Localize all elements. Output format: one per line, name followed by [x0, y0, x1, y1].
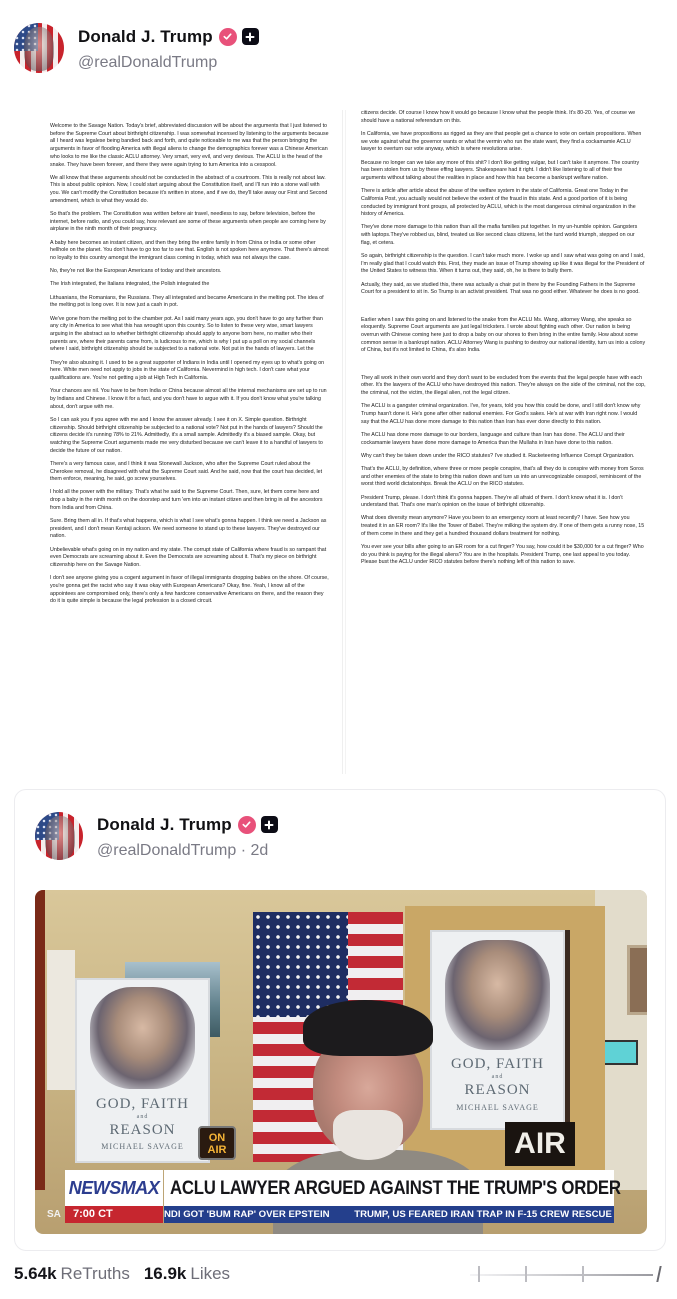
video-book-cover-left: [75, 978, 210, 1163]
doc-paragraph: Actually, they said, as we studied this, there was actually a chair put in there by the Founding Fathers in the Supreme Court for a president to sit in. So Trump is an activist president. That was no good either. Whatever he does is no good.: [361, 281, 640, 296]
author-handle[interactable]: @realDonaldTrump: [97, 841, 237, 859]
share-icon[interactable]: [656, 1266, 661, 1282]
air-sign: AIR: [505, 1122, 575, 1166]
quoted-post-header: [35, 810, 278, 862]
ticker-item: TRUMP, US FEARED IRAN TRAP IN F-15 CREW RESCUE: [354, 1209, 612, 1220]
doc-paragraph: In California, we have propositions as rigged as they are that people get a chance to vote on certain propositions. When we vote against what the governor wants or what the vermin who run the state want, they find a cockamamie ACLU lawyer to overturn our vote anyway, which is where revolutions arise.: [361, 130, 642, 153]
doc-paragraph: A baby here becomes an instant citizen, and then they bring the entire family in from China or India or some other hellhole on the planet. You don't have to go too far to see that. English is not spoken here anymore. That there's almost no loyalty to this country amongst the immigrant class coming in today, which was not always the case.: [50, 239, 329, 262]
program-name-fragment: SA: [47, 1209, 61, 1220]
author-identity: [78, 25, 259, 72]
doc-paragraph: So again, birthright citizenship is the question. I can't take much more. I woke up and I saw what was going on and I said, I'm really glad that I could watch this. First, they made an issue of Trump showing up like it was illegal for the President of the United States to witness this. When it turns out, they said, oh, he is there to bully them.: [361, 253, 645, 275]
news-chyron: [47, 1170, 619, 1224]
book-portrait: [90, 987, 195, 1088]
verified-badge-icon: [219, 28, 237, 46]
truth-plus-badge-icon: [242, 28, 259, 45]
doc-paragraph: President Trump, please. I don't think it's gonna happen. They're all afraid of them. I don't know what it is. I don't understand that. That's one man's opinion on the issue of birthright citizenship.: [361, 494, 623, 509]
book-title-and: and: [491, 1074, 504, 1080]
doc-paragraph: Unbelievable what's going on in my nation and my state. The corrupt state of California where fraud is so rampant that even Democrats are screaming about it. Even the Democrats are screaming about it. That's my piece on birthright citizenship here on the Savage Nation.: [50, 546, 327, 569]
doc-paragraph: The ACLU has done more damage to our borders, language and culture than Iran has done. The ACLU and their cockamamie lawyers have done more damage to America than the Mullahs in Iran have done to this nation.: [361, 431, 625, 446]
author-identity: [97, 813, 278, 860]
doc-paragraph: No, they're not like the European Americans of today and their ancestors.: [50, 268, 222, 275]
video-wall-paper: [47, 950, 75, 1090]
book-title-line2: REASON: [109, 1122, 176, 1138]
author-handle[interactable]: @realDonaldTrump: [78, 53, 218, 71]
video-wall-left: [35, 890, 45, 1190]
name-row: [78, 25, 259, 49]
separator-dot: ·: [240, 841, 247, 859]
video-player[interactable]: [35, 890, 647, 1234]
document-right-column: [361, 110, 646, 573]
action-bar-track: [470, 1274, 653, 1276]
chyron-time: 7:00 CT: [65, 1206, 163, 1223]
book-title-and: and: [136, 1114, 149, 1120]
verified-badge-icon: [238, 816, 256, 834]
doc-paragraph: So that's the problem. The Constitution was written before air travel, needless to say, before television, before the internet, before radio, and you could say, how relevant are some of these arguments when people are coming here by airplane in the ninth month of their pregnancy.: [50, 211, 326, 233]
post-age[interactable]: 2d: [250, 841, 269, 859]
chyron-headline-box: [164, 1170, 621, 1206]
doc-paragraph: The ACLU is a gangster criminal organization. I've, for years, told you how this could be done, and I still don't know why Trump hasn't done it. He's gone after other national enemies. For God's sakes. He's at war with Iran right now. I would say that the ACLU has done more damage to this nation than Iran has ever done directly to this nation.: [361, 403, 641, 425]
doc-paragraph: We've gone from the melting pot to the chamber pot. As I said many years ago, you don't have to go any further than any city in America to see what this has wrought upon this country. So to listen to these very wise, smart lawyers arguing in the abstract as to whether birthright citizenship should apply to anyone born here, no matter who their parents are, where their parents came from, is ludicrous to me, which is why I put up a poll on my social channels where I said, birthright citizenship should be subjected to a national vote. Not put in the hands of lawyers. Let the: [50, 315, 323, 353]
doc-paragraph: They've done more damage to this nation than all the mafia families put together. In my un-humble opinion. Gangsters with laptops.They've robbed us, blind, treated us like second class citizens, let the turd world triumph, stepped on our flag, et cetera.: [361, 224, 638, 246]
chyron-headline: ACLU LAWYER ARGUED AGAINST THE TRUMP'S ORDER: [170, 1176, 621, 1199]
document-left-column: [50, 123, 330, 612]
doc-paragraph: citizens decide. Of course I know how it would go because I know what the people think. It's 80-20. Yes, of course we should have a national referendum on this.: [361, 110, 636, 124]
doc-paragraph: Welcome to the Savage Nation. Today's brief, abbreviated discussion will be about the arguments that I just listened to before the Supreme Court about birthright citizenship. I was somewhat incensed by listening to the arguments because all I heard was legalese being bandied back and forth, and quite noticeable to me was that the person bringing the arguments in favor of flooding America with illegal aliens to change the demographics forever was a Chinese American who looks to me like the classic ACLU attorney. Very smart, very evil, and very devious. The ACLU is the head of the snake. They have been forever, and there they were again trying to turn America into a cesspool.: [50, 123, 329, 168]
book-author: MICHAEL SAVAGE: [456, 1103, 539, 1112]
doc-paragraph: Earlier when I saw this going on and listened to the snake from the ACLU Ms. Wang, attorney Wang, she speaks so eloquently. Supreme Court arguments are just legal tricksters. I wrote about fighting each other. Our nation is being overrun with Chinese coming here just to drop a baby on our shores to then bring in the entire family. How about some common sense in a bankrupt nation. ACLU Attorney Wang is pushing to destroy our national identity, turn us into a colony of China, but it's not limited to China, it's also India.: [361, 316, 646, 354]
book-title-line2: REASON: [464, 1082, 531, 1098]
video-monitor: [600, 1040, 638, 1065]
doc-paragraph: They're also abusing it. I used to be a great supporter of Indians in India until I opened my eyes up to what's going on here. White men need not apply to jobs in the state of California. Nevermind in high tech. I don't care what your qualifications are. You're not getting a job at High Tech in California.: [50, 359, 325, 381]
video-picture-frame: [627, 945, 647, 1015]
reply-icon[interactable]: [478, 1266, 480, 1282]
avatar-face: [45, 816, 75, 860]
doc-paragraph: You ever see your bills after going to an ER room for a cut finger? You say, how could it be $30,000 for a cut finger? Who do you think is paying for the illegal aliens? You are in the hospitals. President Trump, one last appeal to you today. Please bust the ACLU under RICO statutes before there's nothing left of this nation to save.: [361, 544, 644, 566]
retruth-icon[interactable]: [525, 1266, 527, 1282]
network-logo-box: [65, 1170, 163, 1206]
presenter-cap: [303, 1000, 433, 1056]
doc-paragraph: Why can't they be taken down under the RICO statutes? I've studied it. Racketeering Influence Corrupt Organization.: [361, 452, 635, 459]
quoted-post-card[interactable]: [14, 789, 666, 1251]
author-handle-and-age: [97, 842, 278, 860]
doc-spacer: [361, 361, 646, 375]
avatar[interactable]: [14, 23, 64, 73]
page-divider: [342, 110, 343, 774]
avatar-face: [24, 27, 54, 71]
retruths-count[interactable]: 5.64k: [14, 1264, 57, 1283]
attached-document-image[interactable]: [36, 110, 664, 774]
doc-paragraph: Because no longer can we take any more of this shit? I don't like getting vulgar, but I can't take it anymore. The country has been stolen from us by these effing lawyers. Shakespeare had it right. I didn't like listening to all of their fine arguments without talking about the realities in place and how this has become a bankrupt welfare nation.: [361, 159, 640, 181]
book-title-line1: GOD, FAITH: [95, 1096, 190, 1112]
doc-paragraph: They all work in their own world and they don't want to be excluded from the events that the legal people have with each other. It's the lawyers of the ACLU who have destroyed this nation. They're always on the side of the criminal, not the cop, the criminal, not the victim, the illegal alien, not the legal citizen.: [361, 374, 646, 396]
doc-paragraph: Sure. Bring them all in. If that's what happens, which is what I see what's gonna happen. I think we need a Jackson as president, and I don't mean Kentaji ackson. We need someone to stand up to these lawyers. They've destroyed our nation.: [50, 518, 327, 540]
doc-paragraph: What does diversity mean anymore? Have you been to an emergency room at least recently? I have. See how you treated it in an ER room? It's like the Tower of Babel. They're milking the system dry. If one of them gets a runny nose, 15 of them come in there and they get a hundred thousand dollars treatment for nothing.: [361, 515, 645, 537]
like-icon[interactable]: [582, 1266, 584, 1282]
doc-spacer: [361, 303, 646, 317]
on-air-sign: ON AIR: [198, 1126, 236, 1160]
doc-paragraph: There is article after article about the abuse of the welfare system in the state of California. Great one Today in the California Post, you actually would not believe the extent of the fraud in this state. And a good portion of it is being conducted by immigrant front groups, all protected by ACLU, which is the most dangerous criminal organization in the history of America.: [361, 188, 636, 218]
news-ticker: [164, 1206, 614, 1223]
doc-paragraph: That's the ACLU, by definition, where three or more people conspire, that's all they do is conspire with money from Soros and other enemies of the state to bring this nation down and turn us into an unrecognizable cesspool, reminiscent of the worst third world dictatorships. Break the ACLU on the RICO statutes.: [361, 465, 644, 488]
book-title-line1: GOD, FAITH: [450, 1056, 545, 1072]
retruths-label[interactable]: ReTruths: [60, 1264, 130, 1283]
book-author: MICHAEL SAVAGE: [101, 1142, 184, 1151]
doc-paragraph: There's a very famous case, and I think it was Stonewall Jackson, who after the Supreme Court ruled about the Cherokee removal, he disagreed with what the Supreme Court said. And he said, now that the court has decided, let them enforce, meaning, he said, go screw yourselves.: [50, 460, 323, 483]
doc-paragraph: Your chances are nil. You have to be from India or China because almost all the internal mechanisms are set up to run by Indians and Chinese. I know it for a fact, and you don't have to argue with it. If you don't know what you're talking about, don't argue with me.: [50, 388, 327, 410]
likes-count[interactable]: 16.9k: [143, 1264, 187, 1283]
post-stats: [14, 1264, 244, 1284]
truth-plus-badge-icon: [261, 816, 278, 833]
doc-paragraph: Lithuanians, the Romanians, the Russians. They all integrated and became Americans in the melting pot. The idea of the melting pot is long over. It is now just a cash in pot.: [50, 294, 324, 309]
doc-paragraph: I don't see anyone giving you a cogent argument in favor of illegal immigrants dropping babies on the shore. Of course, you're gonna get the racist who say it was okay with European Americans? Okay, fine. Yeah, I know all of the appointees are compromised only, there's only a few hardcore conservative Americans on there, and the reason they do it is quite simple is because the legal profession is a closed circuit.: [50, 575, 329, 605]
doc-paragraph: So I can ask you if you agree with me and I know the answer already. I see it on X. Simple question. Birthright citizenship. Should birthright citizenship be subjected to a national vote? Not put in the hands of lawyers? Should the citizens decide it's running 78% to 21%. Admittedly, it's a small sample. Admittedly it's a biased sample. Okay, but watching the Supreme Court arguments made me very disturbed because we can't leave it to a handful of lawyers to decide the future of our nation.: [50, 416, 323, 454]
network-logo: NEWSMAX: [68, 1177, 160, 1198]
post-action-bar: [470, 1266, 665, 1282]
page-divider: [345, 110, 346, 774]
post-header: [14, 22, 259, 74]
ticker-item: NDI GOT 'BUM RAP' OVER EPSTEIN: [164, 1209, 330, 1220]
author-display-name[interactable]: Donald J. Trump: [97, 814, 232, 834]
author-display-name[interactable]: Donald J. Trump: [78, 26, 213, 46]
doc-paragraph: The Irish integrated, the Italians integrated, the Polish integrated the: [50, 281, 210, 288]
presenter-beard: [333, 1110, 403, 1160]
likes-label[interactable]: Likes: [190, 1264, 231, 1283]
doc-paragraph: We all know that these arguments should not be conducted in the abstract of a courtroom. This is really not about law. This is about public opinion. Now, I could start arguing about the Constitution itself, and I'll run into a stone wall with you. We can't modify the Constitution because it's written in stone, and if we do, they'll take away our First and Second amendment, which is what they would do.: [50, 174, 328, 204]
name-row: [97, 813, 278, 837]
doc-paragraph: I hold all the power with the military. That's what he said to the Supreme Court. Then, sure, let them come here and drop a baby in the ninth month on the doorstep and turn 'em into an instant citizen and then bring in all the ancestors from India and from China.: [50, 489, 323, 511]
avatar[interactable]: [35, 812, 83, 860]
